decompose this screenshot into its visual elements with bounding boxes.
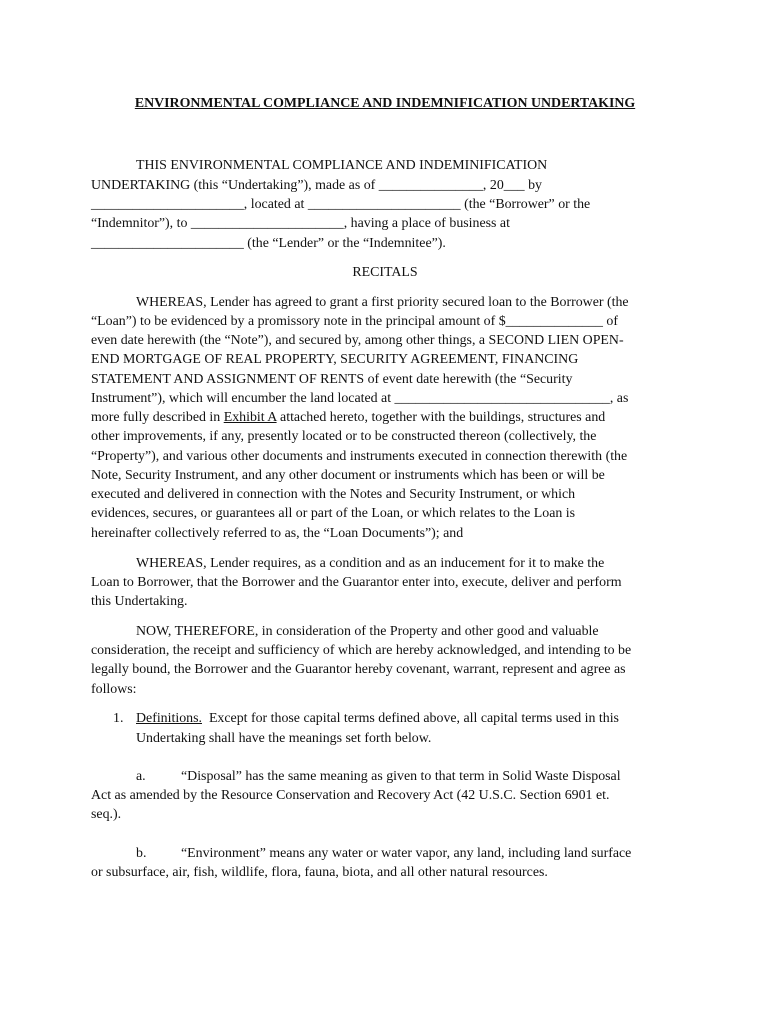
now-therefore-line: legally bound, the Borrower and the Guarantor hereby covenant, warrant, represent and agree as bbox=[91, 662, 626, 677]
section1-text: Except for those capital terms defined above, all capital terms used in this bbox=[208, 711, 619, 726]
item-a-line: seq.). bbox=[91, 807, 122, 822]
intro-line: ______________________ (the “Lender” or the “Indemnitee”). bbox=[91, 236, 446, 251]
section1-line: Undertaking shall have the meanings set forth below. bbox=[136, 731, 432, 746]
section-heading: Definitions. bbox=[136, 711, 202, 726]
whereas1-line: “Property”), and various other documents and instruments executed in connection therewith (the bbox=[91, 449, 628, 464]
item-b-line: or subsurface, air, fish, wildlife, flora, fauna, biota, and all other natural resources. bbox=[91, 865, 548, 880]
now-therefore-line: NOW, THEREFORE, in consideration of the Property and other good and valuable bbox=[136, 624, 599, 639]
item-label: b. bbox=[136, 846, 147, 861]
item-b-line: “Environment” means any water or water vapor, any land, including land surface bbox=[181, 846, 632, 861]
item-label: a. bbox=[136, 769, 146, 784]
whereas1-text: attached hereto, together with the buildings, structures and bbox=[276, 410, 606, 425]
whereas1-line: STATEMENT AND ASSIGNMENT OF RENTS of event date herewith (the “Security bbox=[91, 372, 573, 387]
whereas1-line: hereinafter collectively referred to as, the “Loan Documents”); and bbox=[91, 526, 464, 541]
now-therefore-line: follows: bbox=[91, 682, 137, 697]
whereas1-text: more fully described in bbox=[91, 410, 224, 425]
whereas1-line: END MORTGAGE OF REAL PROPERTY, SECURITY AGREEMENT, FINANCING bbox=[91, 352, 579, 367]
intro-line: ______________________, located at ______________________ (the “Borrower” or the bbox=[91, 197, 591, 212]
item-a-line: “Disposal” has the same meaning as given to that term in Solid Waste Disposal bbox=[181, 769, 621, 784]
exhibit-a-reference: Exhibit A bbox=[223, 410, 277, 425]
section-number: 1. bbox=[113, 711, 124, 726]
intro-line: UNDERTAKING (this “Undertaking”), made as of _______________, 20___ by bbox=[91, 178, 542, 193]
whereas1-line: evidences, secures, or guarantees all or part of the Loan, or which relates to the Loan is bbox=[91, 506, 576, 521]
now-therefore-line: consideration, the receipt and sufficiency of which are hereby acknowledged, and intending to be bbox=[91, 643, 632, 658]
document-title: ENVIRONMENTAL COMPLIANCE AND INDEMNIFICATION UNDERTAKING bbox=[134, 96, 636, 111]
item-a-line: Act as amended by the Resource Conservation and Recovery Act (42 U.S.C. Section 6901 et. bbox=[91, 788, 610, 803]
whereas1-line: other improvements, if any, presently located or to be constructed thereon (collectively, the bbox=[91, 429, 597, 444]
whereas2-line: this Undertaking. bbox=[91, 594, 188, 609]
whereas1-line: Instrument”), which will encumber the land located at _______________________________, as bbox=[91, 391, 629, 406]
whereas1-line bbox=[91, 408, 605, 427]
intro-line: THIS ENVIRONMENTAL COMPLIANCE AND INDEMINIFICATION bbox=[136, 158, 548, 173]
whereas1-line: Note, Security Instrument, and any other document or instruments which has been or will be bbox=[91, 468, 605, 483]
intro-line: “Indemnitor”), to ______________________, having a place of business at bbox=[91, 216, 510, 231]
whereas2-line: Loan to Borrower, that the Borrower and the Guarantor enter into, execute, deliver and perform bbox=[91, 575, 622, 590]
whereas1-line: “Loan”) to be evidenced by a promissory note in the principal amount of $______________ of bbox=[91, 314, 618, 329]
whereas1-line: executed and delivered in connection with the Notes and Security Instrument, or which bbox=[91, 487, 576, 502]
whereas1-line: even date herewith (the “Note”), and secured by, among other things, a SECOND LIEN OPEN- bbox=[91, 333, 624, 348]
whereas2-line: WHEREAS, Lender requires, as a condition and as an inducement for it to make the bbox=[136, 556, 605, 571]
recitals-heading: RECITALS bbox=[352, 265, 418, 280]
whereas1-line: WHEREAS, Lender has agreed to grant a first priority secured loan to the Borrower (the bbox=[136, 295, 629, 310]
section1-line bbox=[136, 709, 619, 728]
